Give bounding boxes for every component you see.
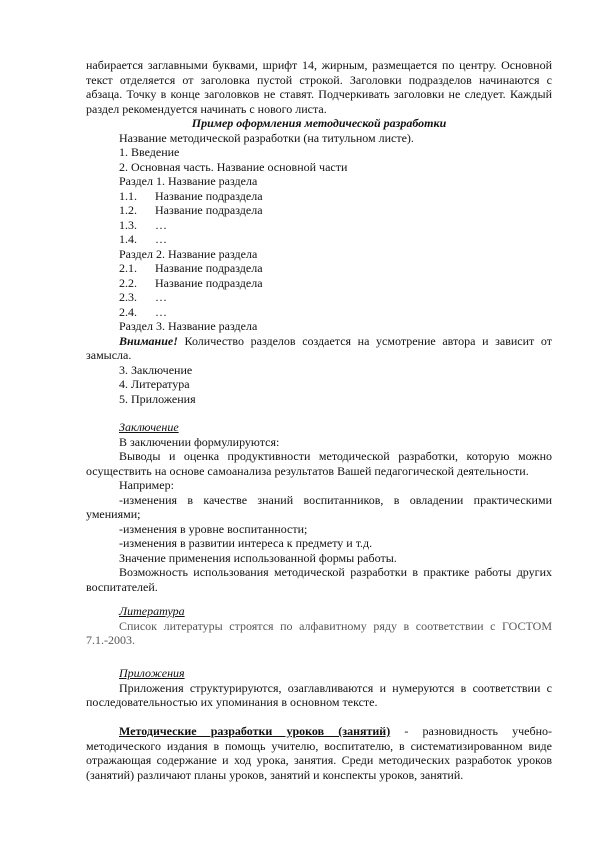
example-line: Раздел 1. Название раздела bbox=[119, 174, 258, 188]
subsection-number: 1.3. bbox=[119, 217, 137, 232]
subsection-row bbox=[86, 232, 552, 247]
final-text: - разновидность учебно-методического издания в помощь учителю, воспитателю, в систематизированном виде отражающая содержание и ход урока, занятия. Среди методических разработок уроков (занятий) различают планы уроков, занятий и конспекты уроков, занятий. bbox=[86, 724, 552, 782]
example-line: 2. Основная часть. Название основной части bbox=[119, 159, 348, 174]
example-line: 4. Литература bbox=[119, 377, 190, 391]
final-term: Методические разработки уроков (занятий) bbox=[119, 724, 391, 738]
conclusion-line: -изменения в уровне воспитанности; bbox=[119, 521, 308, 536]
subsection-number: 2.4. bbox=[119, 304, 137, 319]
example-line: 3. Заключение bbox=[119, 362, 193, 377]
subsection-title: Название подраздела bbox=[155, 261, 263, 275]
intro-block bbox=[86, 58, 552, 116]
subsection-number: 2.2. bbox=[119, 275, 137, 290]
subsection-row bbox=[86, 218, 552, 233]
subsection-row bbox=[86, 305, 552, 320]
subsection-title: … bbox=[155, 304, 167, 319]
subsection-row bbox=[86, 290, 552, 305]
conclusion-line: Возможность использования методической разработки в практике работы других воспитателей. bbox=[86, 565, 552, 594]
literature-heading: Литература bbox=[119, 604, 185, 618]
subsection-row bbox=[86, 261, 552, 276]
subsection-number: 1.4. bbox=[119, 232, 137, 246]
conclusion-line: Выводы и оценка продуктивности методической разработки, которую можно осуществить на основе самоанализа результатов Вашей педагогической деятельности. bbox=[86, 449, 552, 478]
conclusion-line: -изменения в качестве знаний воспитанников, в овладении практическими умениями; bbox=[86, 492, 552, 521]
conclusion-line: В заключении формулируются: bbox=[119, 434, 280, 449]
subsection-number: 2.1. bbox=[119, 261, 137, 275]
subsection-title: Название подраздела bbox=[155, 203, 263, 217]
subsection-title: … bbox=[155, 232, 167, 246]
example-line: Название методической разработки (на титульном листе). bbox=[119, 130, 414, 145]
attention-label: Внимание! bbox=[119, 333, 178, 348]
final-paragraph bbox=[86, 724, 552, 782]
example-line: 1. Введение bbox=[119, 145, 180, 159]
subsection-row bbox=[86, 276, 552, 291]
appendix-heading: Приложения bbox=[119, 666, 185, 680]
subsection-number: 2.3. bbox=[119, 290, 137, 304]
conclusion-line: Например: bbox=[119, 478, 174, 492]
literature-text: Список литературы строятся по алфавитному ряду в соответствии с ГОСТОМ 7.1.-2003. bbox=[86, 618, 552, 647]
conclusion-line: Значение применения использованной формы работы. bbox=[119, 550, 397, 565]
conclusion-heading: Заключение bbox=[119, 420, 179, 434]
attention-text: Количество разделов создается на усмотрение автора и зависит от замысла. bbox=[86, 333, 552, 362]
subsection-row bbox=[86, 203, 552, 218]
conclusion-line: -изменения в развитии интереса к предмету и т.д. bbox=[119, 536, 373, 550]
conclusion-block bbox=[86, 420, 552, 594]
subsection-number: 1.2. bbox=[119, 203, 137, 217]
subsection-title: Название подраздела bbox=[155, 275, 263, 290]
literature-block bbox=[86, 604, 552, 648]
subsection-title: … bbox=[155, 290, 167, 304]
subsection-title: Название подраздела bbox=[155, 188, 263, 203]
example-line: 5. Приложения bbox=[119, 391, 196, 406]
appendix-text: Приложения структурируются, озаглавливаются и нумеруются в соответствии с последовательностью их упоминания в основном тексте. bbox=[86, 680, 552, 709]
appendix-block bbox=[86, 666, 552, 710]
section-title: Раздел 2. Название раздела bbox=[119, 246, 258, 261]
subsection-number: 1.1. bbox=[119, 188, 137, 203]
section-title: Раздел 3. Название раздела bbox=[119, 319, 258, 333]
example-block bbox=[86, 116, 552, 406]
subsection-title: … bbox=[155, 217, 167, 232]
final-block bbox=[86, 724, 552, 782]
attention-note bbox=[86, 334, 552, 363]
subsection-row bbox=[86, 189, 552, 204]
example-title: Пример оформления методической разработки bbox=[191, 116, 447, 130]
intro-paragraph: набирается заглавными буквами, шрифт 14, жирным, размещается по центру. Основной текст отделяется от заголовка пустой строкой. Заголовки подразделов начинаются с абзаца. Точку в конце заголовков не ставят. Подчеркивать заголовки не следует. Каждый раздел рекомендуется начинать с нового листа. bbox=[86, 58, 552, 116]
